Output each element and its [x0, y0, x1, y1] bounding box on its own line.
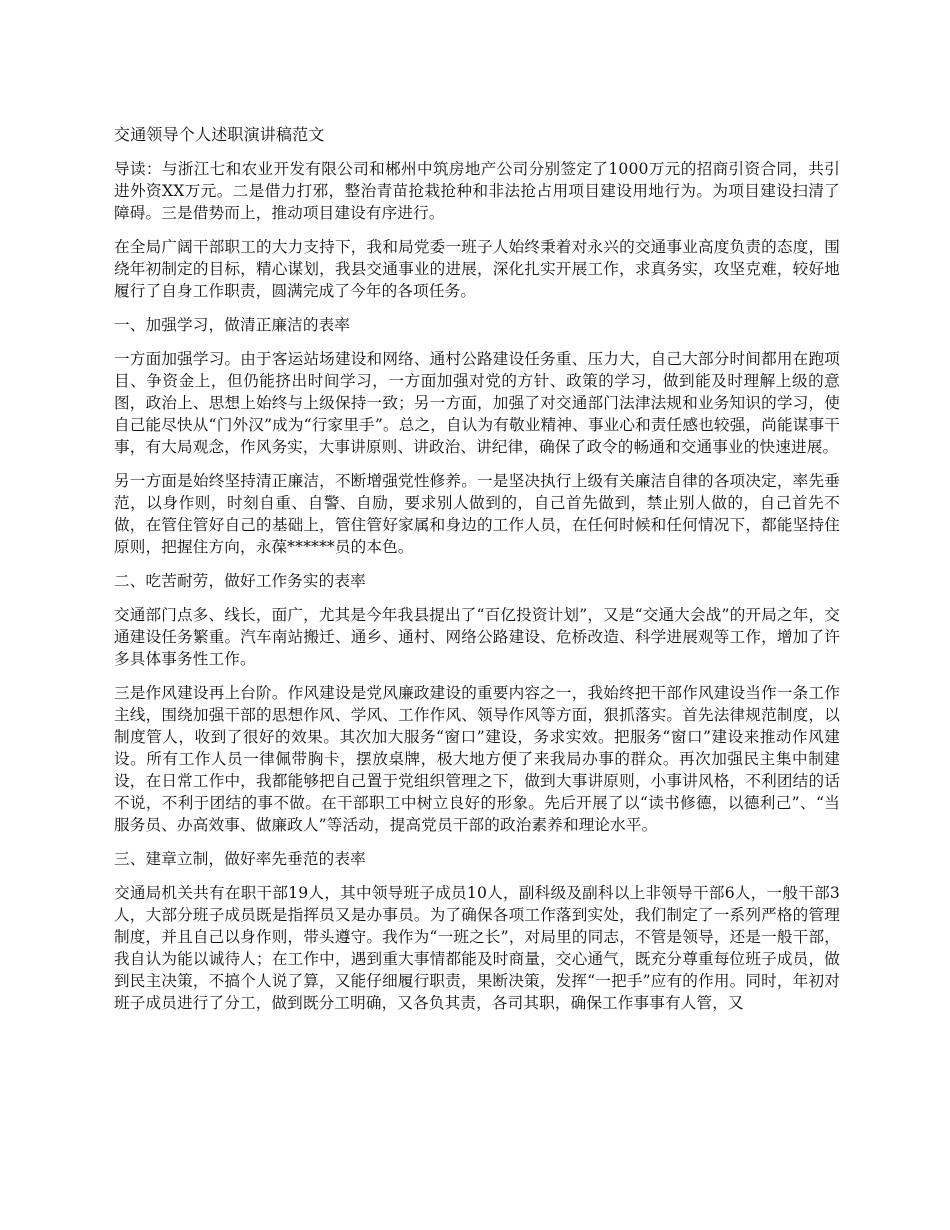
section-heading: 三、建章立制，做好率先垂范的表率	[114, 850, 366, 868]
section-heading: 一、加强学习，做清正廉洁的表率	[114, 316, 351, 334]
paragraph: 一方面加强学习。由于客运站场建设和网络、通村公路建设任务重、压力大，自己大部分时间都用在跑项目、争资金上，但仍能挤出时间学习，一方面加强对党的方针、政策的学习，做到能及时理解上级的意图，政治上、思想上始终与上级保持一致；另一方面，加强了对交通部门法津法规和业务知识的学习，使自己能尽快从“门外汉”成为“行家里手”。总之，自认为有敬业精神、事业心和责任感也较强，尚能谋事干事，有大局观念，作风务实，大事讲原则、讲政治、讲纪律，确保了政令的畅通和交通事业的快速进展。	[114, 350, 840, 456]
document-body	[114, 158, 840, 1014]
paragraph: 在全局广阔干部职工的大力支持下，我和局党委一班子人始终秉着对永兴的交通事业高度负责的态度，围绕年初制定的目标，精心谋划，我县交通事业的进展，深化扎实开展工作，求真务实，攻坚克难，较好地履行了自身工作职责，圆满完成了今年的各项任务。	[114, 238, 840, 300]
paragraph: 导读：与浙江七和农业开发有限公司和郴州中筑房地产公司分别签定了1000万元的招商引资合同，共引进外资XX万元。二是借力打邪，整治青苗抢栽抢种和非法抢占用项目建设用地行为。为项目建设扫清了障碍。三是借势而上，推动项目建设有序进行。	[114, 160, 840, 222]
paragraph: 三是作风建设再上台阶。作风建设是党风廉政建设的重要内容之一，我始终把干部作风建设当作一条工作主线，围绕加强干部的思想作风、学风、工作作风、领导作风等方面，狠抓落实。首先法律规范制度，以制度管人，收到了很好的效果。其次加大服务“窗口”建设，务求实效。把服务“窗口”建设来推动作风建设。所有工作人员一律佩带胸卡，摆放桌牌，极大地方便了来我局办事的群众。再次加强民主集中制建设，在日常工作中，我都能够把自己置于党组织管理之下，做到大事讲原则，小事讲风格，不利团结的话不说，不利于团结的事不做。在干部职工中树立良好的形象。先后开展了以“读书修德，以德利己”、“当服务员、办高效事、做廉政人”等活动，提高党员干部的政治素养和理论水平。	[114, 684, 840, 834]
document-title: 交通领导个人述职演讲稿范文	[114, 125, 325, 144]
paragraph: 交通局机关共有在职干部19人，其中领导班子成员10人，副科级及副科以上非领导干部6人，一般干部3人，大部分班子成员既是指挥员又是办事员。为了确保各项工作落到实处，我们制定了一系列严格的管理制度，并且自己以身作则，带头遵守。我作为“一班之长”，对局里的同志，不管是领导，还是一般干部，我自认为能以诚待人；在工作中，遇到重大事情都能及时商量，交心通气，既充分尊重每位班子成员，做到民主决策，不搞个人说了算，又能仔细履行职责，果断决策，发挥“一把手”应有的作用。同时，年初对班子成员进行了分工，做到既分工明确，又各负其责，各司其职，确保工作事事有人管，又	[114, 884, 840, 1012]
section-heading: 二、吃苦耐劳，做好工作务实的表率	[114, 572, 366, 590]
paragraph: 交通部门点多、线长，面广，尤其是今年我县提出了“百亿投资计划”，又是“交通大会战”的开局之年，交通建设任务繁重。汽车南站搬迁、通乡、通村、网络公路建设、危桥改造、科学进展观等工作，增加了许多具体事务性工作。	[114, 606, 840, 668]
paragraph: 另一方面是始终坚持清正廉洁，不断增强党性修养。一是坚决执行上级有关廉洁自律的各项决定，率先垂范，以身作则，时刻自重、自警、自励，要求别人做到的，自己首先做到，禁止别人做的，自己首先不做，在管住管好自己的基础上，管住管好家属和身边的工作人员，在任何时候和任何情况下，都能坚持住原则，把握住方向，永葆******员的本色。	[114, 472, 840, 556]
document-page	[114, 124, 840, 1026]
